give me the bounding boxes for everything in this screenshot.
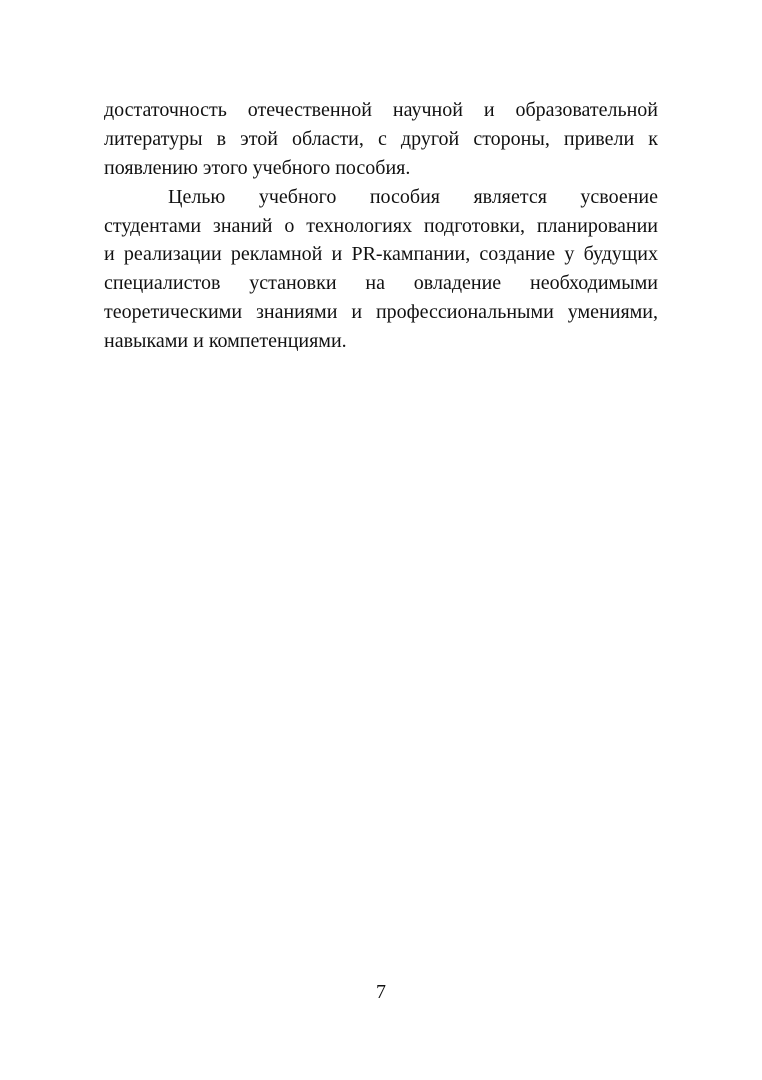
paragraph-2-line-3: и реализации рекламной и PR-кампании, создание у будущих (104, 243, 658, 266)
paragraph-1-line-1: достаточность отечественной научной и образовательной (104, 99, 658, 121)
paragraph-2-line-5: теоретическими знаниями и профессиональными умениями, (104, 301, 658, 324)
paragraph-2-line-2: студентами знаний о технологиях подготовки, планировании (104, 214, 658, 237)
paragraph-1-line-2: литературы в этой области, с другой стороны, привели к (104, 127, 658, 150)
paragraph-2-line-4: специалистов установки на овладение необходимыми (104, 272, 658, 295)
body-text (104, 96, 658, 356)
paragraph-2-line-1: Целью учебного пособия является усвоение (168, 185, 658, 208)
paragraph-2-line-6: навыками и компетенциями. (104, 330, 347, 353)
paragraph-1-line-3: появлению этого учебного пособия. (104, 156, 411, 179)
page-number: 7 (376, 981, 386, 1003)
